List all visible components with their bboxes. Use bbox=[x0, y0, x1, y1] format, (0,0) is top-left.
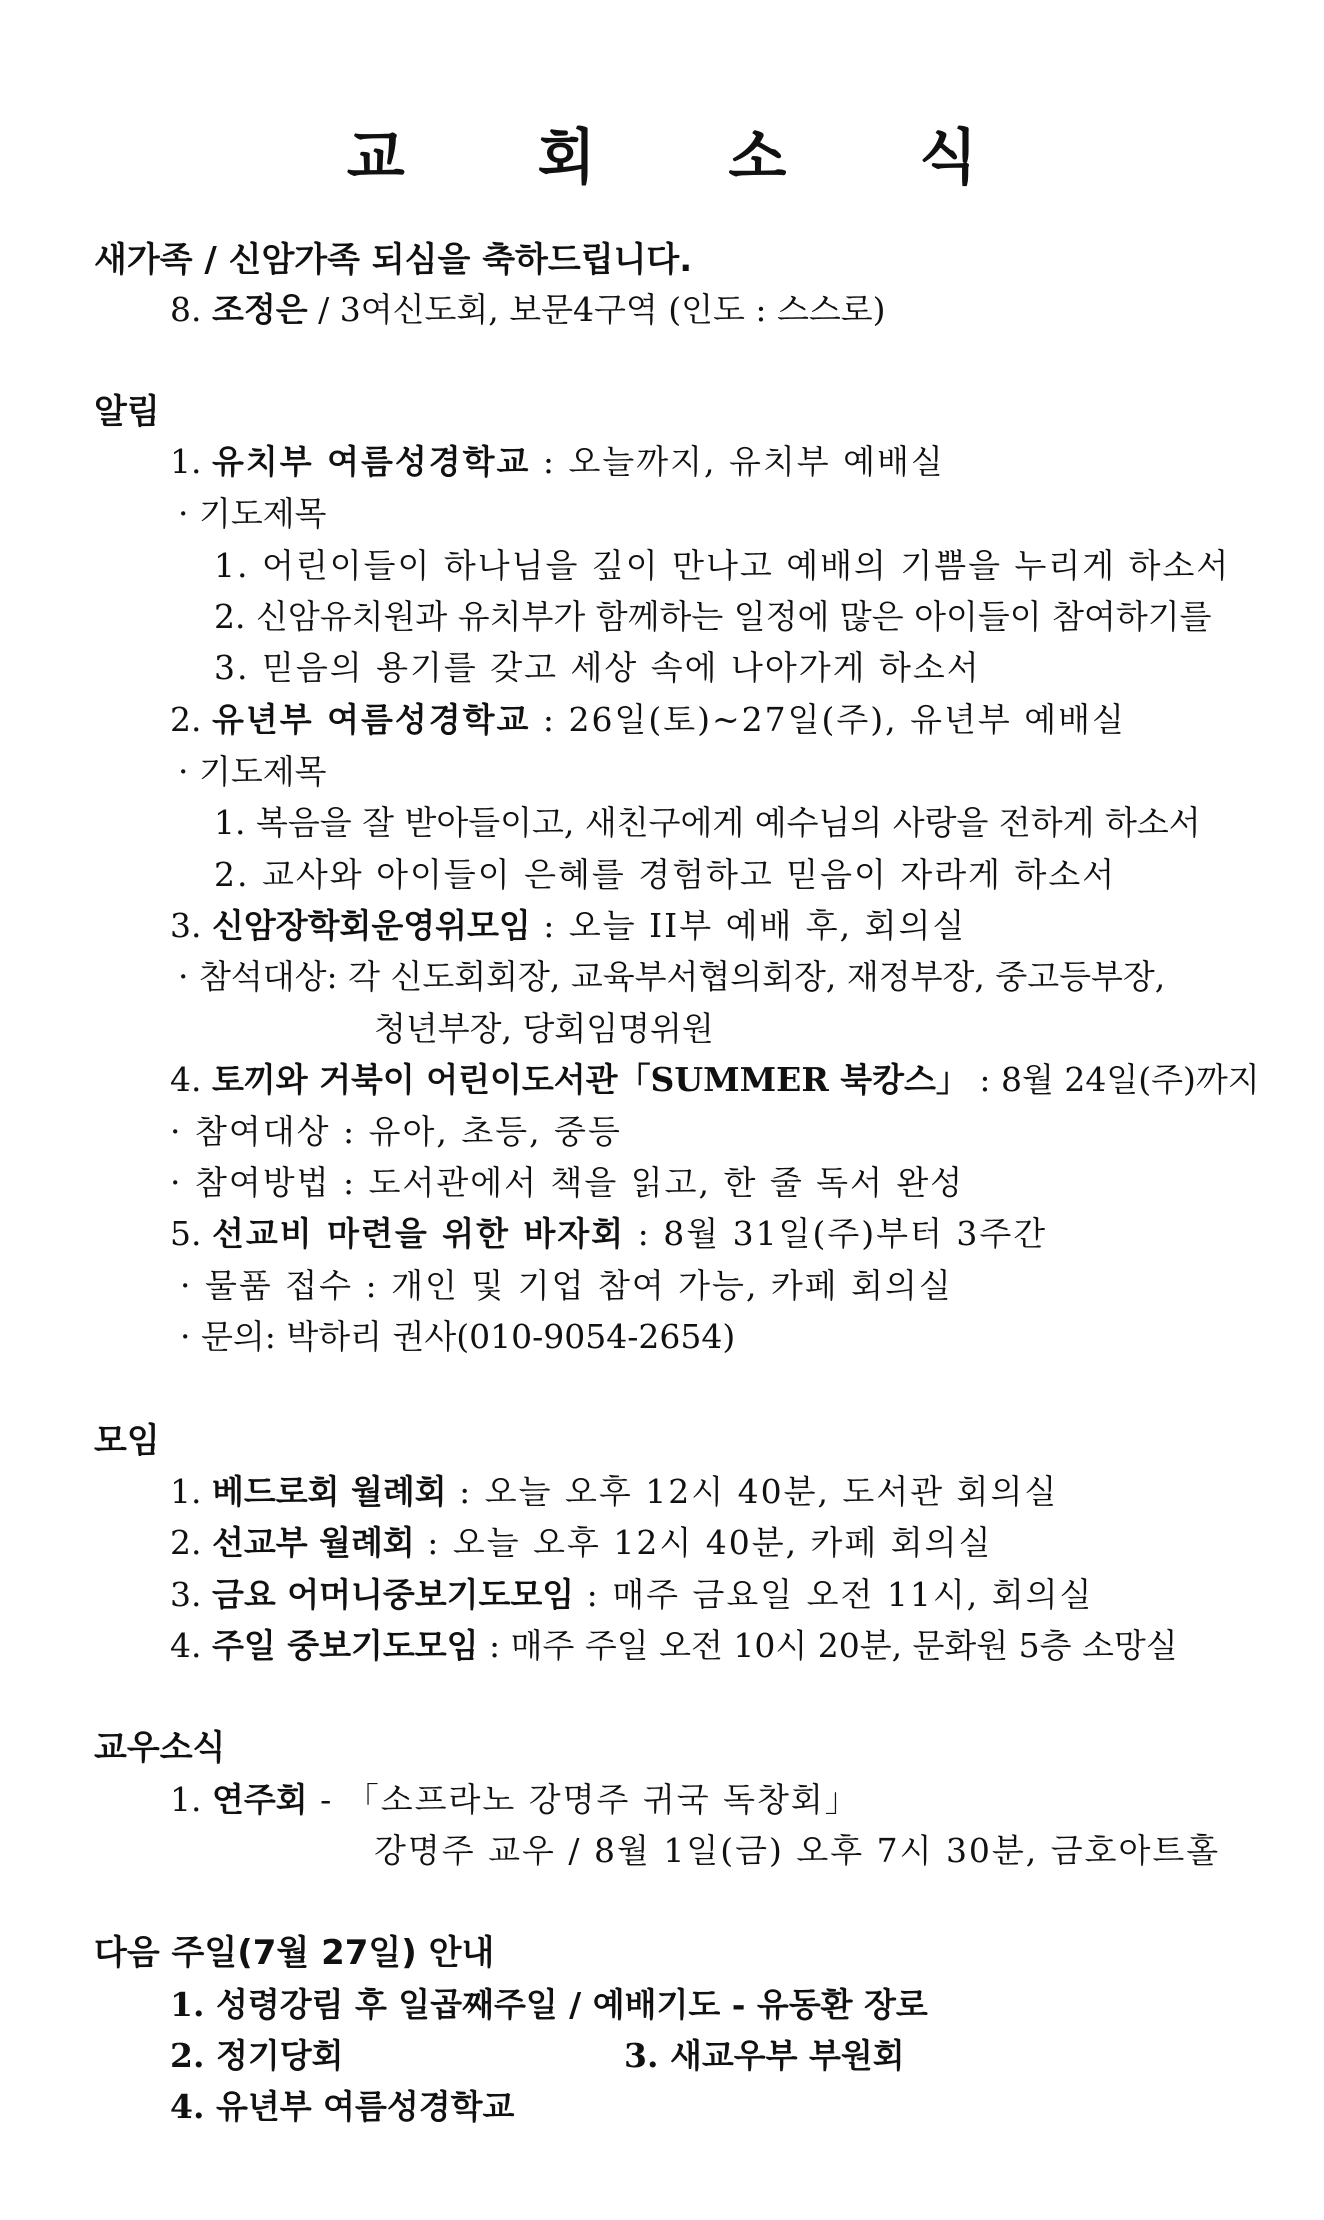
meeting-item-3-details: : 매주 금요일 오전 11시, 회의실 bbox=[574, 1575, 1094, 1614]
meeting-item-2-number: 2. bbox=[170, 1523, 202, 1562]
next-week-item-2: 2. 정기당회 bbox=[170, 2036, 344, 2075]
notice-item-1-details: : 오늘까지, 유치부 예배실 bbox=[530, 442, 945, 481]
notice-item-5-number: 5. bbox=[170, 1214, 202, 1253]
meeting-item-4-title: 주일 중보기도모임 bbox=[212, 1626, 479, 1665]
notice-item-4-title: 토끼와 거북이 어린이도서관「SUMMER 북캉스」 bbox=[212, 1060, 969, 1099]
notice-item-2 bbox=[170, 700, 1126, 740]
notice-item-4-method: · 참여방법 : 도서관에서 책을 읽고, 한 줄 독서 완성 bbox=[170, 1163, 965, 1202]
notice-item-1-prayer-1: 1. 어린이들이 하나님을 깊이 만나고 예배의 기쁨을 누리게 하소서 bbox=[214, 546, 1231, 585]
meeting-item-3 bbox=[170, 1575, 1093, 1615]
notice-item-4-details: : 8월 24일(주)까지 bbox=[968, 1060, 1260, 1099]
meeting-item-2-details: : 오늘 오후 12시 40분, 카페 회의실 bbox=[414, 1523, 993, 1562]
meeting-item-1 bbox=[170, 1472, 1058, 1512]
notice-item-1-prayer-3: 3. 믿음의 용기를 갖고 세상 속에 나아가게 하소서 bbox=[214, 648, 981, 687]
notice-item-1-title: 유치부 여름성경학교 bbox=[212, 442, 531, 481]
new-family-name: 조정은 bbox=[212, 290, 308, 329]
notice-item-4-number: 4. bbox=[170, 1060, 202, 1099]
meeting-item-3-number: 3. bbox=[170, 1575, 202, 1614]
meeting-item-1-title: 베드로회 월례회 bbox=[212, 1472, 447, 1511]
notice-item-2-prayer-2: 2. 교사와 아이들이 은혜를 경험하고 믿음이 자라게 하소서 bbox=[214, 855, 1117, 894]
next-week-item-1: 1. 성령강림 후 일곱째주일 / 예배기도 - 유동환 장로 bbox=[170, 1985, 928, 2024]
notice-item-3-attendees-cont: 청년부장, 당회임명위원 bbox=[374, 1009, 714, 1048]
meeting-item-4-details: : 매주 주일 오전 10시 20분, 문화원 5층 소망실 bbox=[478, 1626, 1178, 1665]
notice-item-2-details: : 26일(토)~27일(주), 유년부 예배실 bbox=[530, 700, 1126, 739]
notice-item-3-details: : 오늘 II부 예배 후, 회의실 bbox=[530, 906, 967, 945]
notice-item-1-prayer-2: 2. 신암유치원과 유치부가 함께하는 일정에 많은 아이들이 참여하기를 bbox=[214, 597, 1212, 636]
meeting-item-3-title: 금요 어머니중보기도모임 bbox=[212, 1575, 575, 1614]
notice-item-2-prayer-label: · 기도제목 bbox=[178, 752, 327, 791]
new-family-details: / 3여신도회, 보문4구역 (인도 : 스스로) bbox=[307, 290, 886, 329]
notice-item-5-title: 선교비 마련을 위한 바자회 bbox=[212, 1214, 626, 1253]
notice-item-1 bbox=[170, 442, 945, 482]
notice-item-3 bbox=[170, 906, 966, 946]
meeting-item-4 bbox=[170, 1626, 1178, 1666]
new-family-number: 8. bbox=[170, 290, 202, 329]
notice-item-4-target: · 참여대상 : 유아, 초등, 중등 bbox=[170, 1112, 622, 1151]
notice-item-1-number: 1. bbox=[170, 442, 202, 481]
notice-item-2-prayer-1: 1. 복음을 잘 받아들이고, 새친구에게 예수님의 사랑을 전하게 하소서 bbox=[214, 803, 1201, 842]
notice-item-5-intake: · 물품 접수 : 개인 및 기업 참여 가능, 카페 회의실 bbox=[180, 1266, 953, 1305]
meeting-item-2-title: 선교부 월례회 bbox=[212, 1523, 415, 1562]
next-week-item-3: 3. 새교우부 부원회 bbox=[624, 2036, 905, 2075]
page-title: 교 회 소 식 bbox=[346, 123, 1034, 193]
new-family-heading: 새가족 / 신암가족 되심을 축하드립니다. bbox=[94, 240, 693, 280]
next-week-item-4: 4. 유년부 여름성경학교 bbox=[170, 2087, 515, 2126]
alumni-item-1-schedule: 강명주 교우 / 8월 1일(금) 오후 7시 30분, 금호아트홀 bbox=[374, 1831, 1221, 1870]
alumni-heading: 교우소식 bbox=[94, 1728, 226, 1768]
new-family-entry bbox=[170, 290, 885, 330]
meeting-item-2 bbox=[170, 1523, 992, 1563]
meeting-heading: 모임 bbox=[94, 1421, 160, 1461]
notice-item-2-title: 유년부 여름성경학교 bbox=[212, 700, 531, 739]
notice-item-5-details: : 8월 31일(주)부터 3주간 bbox=[625, 1214, 1048, 1253]
meeting-item-1-details: : 오늘 오후 12시 40분, 도서관 회의실 bbox=[446, 1472, 1059, 1511]
notice-item-2-number: 2. bbox=[170, 700, 202, 739]
meeting-item-4-number: 4. bbox=[170, 1626, 202, 1665]
notice-item-3-number: 3. bbox=[170, 906, 202, 945]
notice-item-1-prayer-label: · 기도제목 bbox=[178, 494, 327, 533]
meeting-item-1-number: 1. bbox=[170, 1472, 202, 1511]
notice-item-3-title: 신암장학회운영위모임 bbox=[212, 906, 531, 945]
alumni-item-1-number: 1. bbox=[170, 1780, 202, 1819]
notice-item-4 bbox=[170, 1060, 1260, 1100]
notice-heading: 알림 bbox=[94, 392, 160, 432]
next-week-heading: 다음 주일(7월 27일) 안내 bbox=[94, 1933, 495, 1973]
notice-item-5-contact: · 문의: 박하리 권사(010-9054-2654) bbox=[180, 1317, 736, 1356]
notice-item-5 bbox=[170, 1214, 1047, 1254]
notice-item-3-attendees: · 참석대상: 각 신도회회장, 교육부서협의회장, 재정부장, 중고등부장, bbox=[178, 957, 1166, 996]
alumni-item-1 bbox=[170, 1780, 860, 1820]
alumni-item-1-title: 연주회 bbox=[212, 1780, 308, 1819]
alumni-item-1-details: - 「소프라노 강명주 귀국 독창회」 bbox=[307, 1780, 860, 1819]
